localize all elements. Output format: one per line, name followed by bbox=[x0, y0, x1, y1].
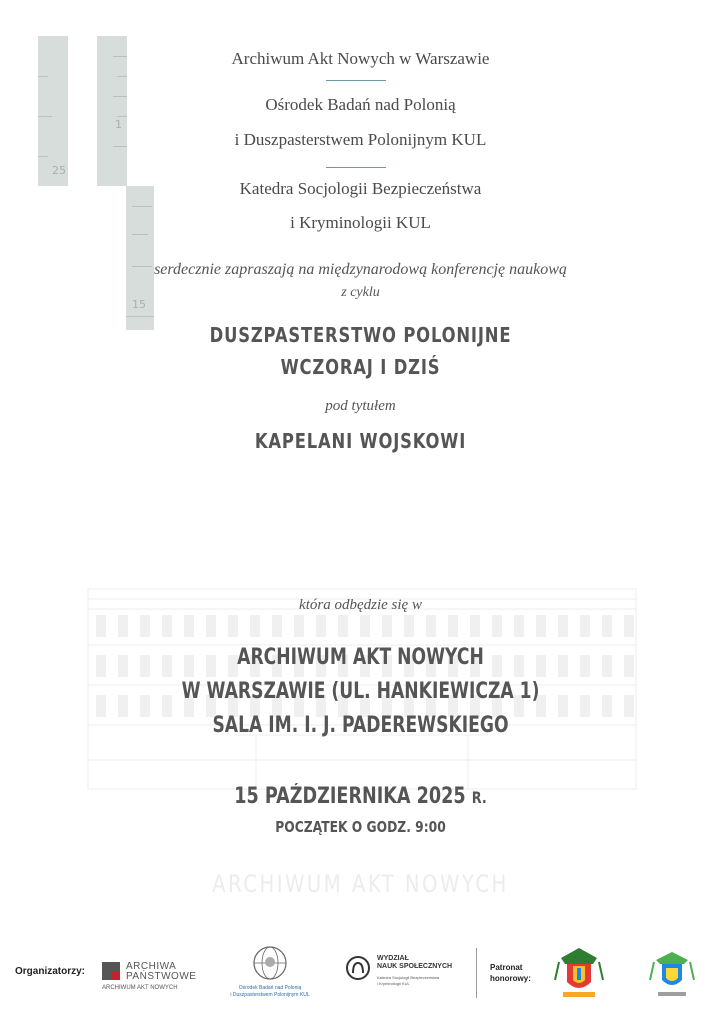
organizers-label: Organizatorzy: bbox=[15, 966, 86, 977]
building-window bbox=[382, 615, 392, 637]
building-window bbox=[338, 615, 348, 637]
obp-globe-logo-icon bbox=[250, 944, 290, 982]
obp-logo-line1: Ośrodek Badań nad Polonią bbox=[238, 985, 302, 991]
invite-line: serdecznie zapraszają na międzynarodową konferencję naukową bbox=[154, 261, 567, 278]
organizer-ksb-line1: Katedra Socjologii Bezpieczeństwa bbox=[239, 179, 482, 198]
building-window bbox=[426, 615, 436, 637]
subtitle-intro: pod tytułem bbox=[325, 398, 396, 414]
building-window bbox=[580, 615, 590, 637]
start-time: POCZĄTEK O GODZ. 9:00 bbox=[275, 818, 446, 836]
cycle-title-line2: WCZORAJ I DZIŚ bbox=[280, 355, 441, 379]
building-window bbox=[536, 615, 546, 637]
building-window bbox=[294, 615, 304, 637]
separator-line bbox=[326, 167, 386, 168]
event-date-main: 15 PAŹDZIERNIKA 2025 bbox=[234, 784, 466, 809]
building-window bbox=[558, 615, 568, 637]
building-window bbox=[206, 615, 216, 637]
patron-label-2: honorowy: bbox=[490, 974, 531, 983]
ruler-number: 15 bbox=[132, 298, 146, 311]
separator-line bbox=[326, 80, 386, 81]
decorative-ruler-bottom bbox=[126, 186, 154, 330]
ruler-number: 25 bbox=[52, 164, 66, 177]
building-window bbox=[360, 615, 370, 637]
footer-divider bbox=[476, 948, 477, 998]
venue-line3: SALA IM. I. J. PADEREWSKIEGO bbox=[212, 713, 509, 738]
wns-logo-line1: WYDZIAŁ bbox=[377, 955, 409, 962]
organizer-ksb-line2: i Kryminologii KUL bbox=[290, 213, 431, 232]
building-window bbox=[228, 615, 238, 637]
building-window bbox=[602, 615, 612, 637]
wns-logo-line4: i Kryminologii KUL bbox=[377, 981, 410, 986]
event-date-suffix: R. bbox=[471, 788, 487, 807]
building-window bbox=[250, 615, 260, 637]
archiwa-logo-line3: ARCHIWUM AKT NOWYCH bbox=[102, 985, 178, 991]
ruler-number: 1 bbox=[115, 118, 122, 131]
conference-title: KAPELANI WOJSKOWI bbox=[254, 429, 467, 453]
event-date bbox=[72, 784, 649, 809]
organizer-obp-line1: Ośrodek Badań nad Polonią bbox=[265, 95, 456, 114]
venue-intro: która odbędzie się w bbox=[299, 597, 422, 613]
building-window bbox=[492, 615, 502, 637]
second-coat-of-arms-icon bbox=[648, 948, 696, 1000]
building-window bbox=[448, 615, 458, 637]
wns-logo-line3: Katedra Socjologii Bezpieczeństwa bbox=[377, 975, 440, 980]
archiwa-panstwowe-logo-icon bbox=[102, 962, 120, 980]
patron-label-1: Patronat bbox=[490, 963, 523, 972]
building-window bbox=[316, 615, 326, 637]
building-window bbox=[140, 615, 150, 637]
building-window bbox=[184, 615, 194, 637]
archiwa-logo-line1: ARCHIWA bbox=[126, 961, 177, 972]
wns-logo-line2: NAUK SPOŁECZNYCH bbox=[377, 963, 453, 970]
building-window bbox=[470, 615, 480, 637]
organizer-aan: Archiwum Akt Nowych w Warszawie bbox=[231, 49, 490, 68]
bishop-coat-of-arms-icon bbox=[553, 944, 605, 1000]
venue-line1: ARCHIWUM AKT NOWYCH bbox=[237, 645, 484, 670]
building-window bbox=[96, 615, 106, 637]
archiwa-logo-line2: PAŃSTWOWE bbox=[126, 971, 197, 982]
building-window bbox=[514, 615, 524, 637]
cycle-title-line1: DUSZPASTERSTWO POLONIJNE bbox=[209, 323, 512, 347]
invite-cycle: z cyklu bbox=[341, 285, 380, 300]
building-window bbox=[404, 615, 414, 637]
organizer-obp-line2: i Duszpasterstwem Polonijnym KUL bbox=[234, 130, 487, 149]
building-window bbox=[118, 615, 128, 637]
building-window bbox=[162, 615, 172, 637]
obp-logo-line2: i Duszpasterstwem Polonijnym KUL bbox=[230, 992, 310, 998]
watermark-text: ARCHIWUM AKT NOWYCH bbox=[212, 870, 509, 898]
building-window bbox=[272, 615, 282, 637]
venue-line2: W WARSZAWIE (UL. HANKIEWICZA 1) bbox=[181, 679, 540, 704]
wns-logo-icon bbox=[345, 955, 371, 981]
building-window bbox=[624, 615, 634, 637]
